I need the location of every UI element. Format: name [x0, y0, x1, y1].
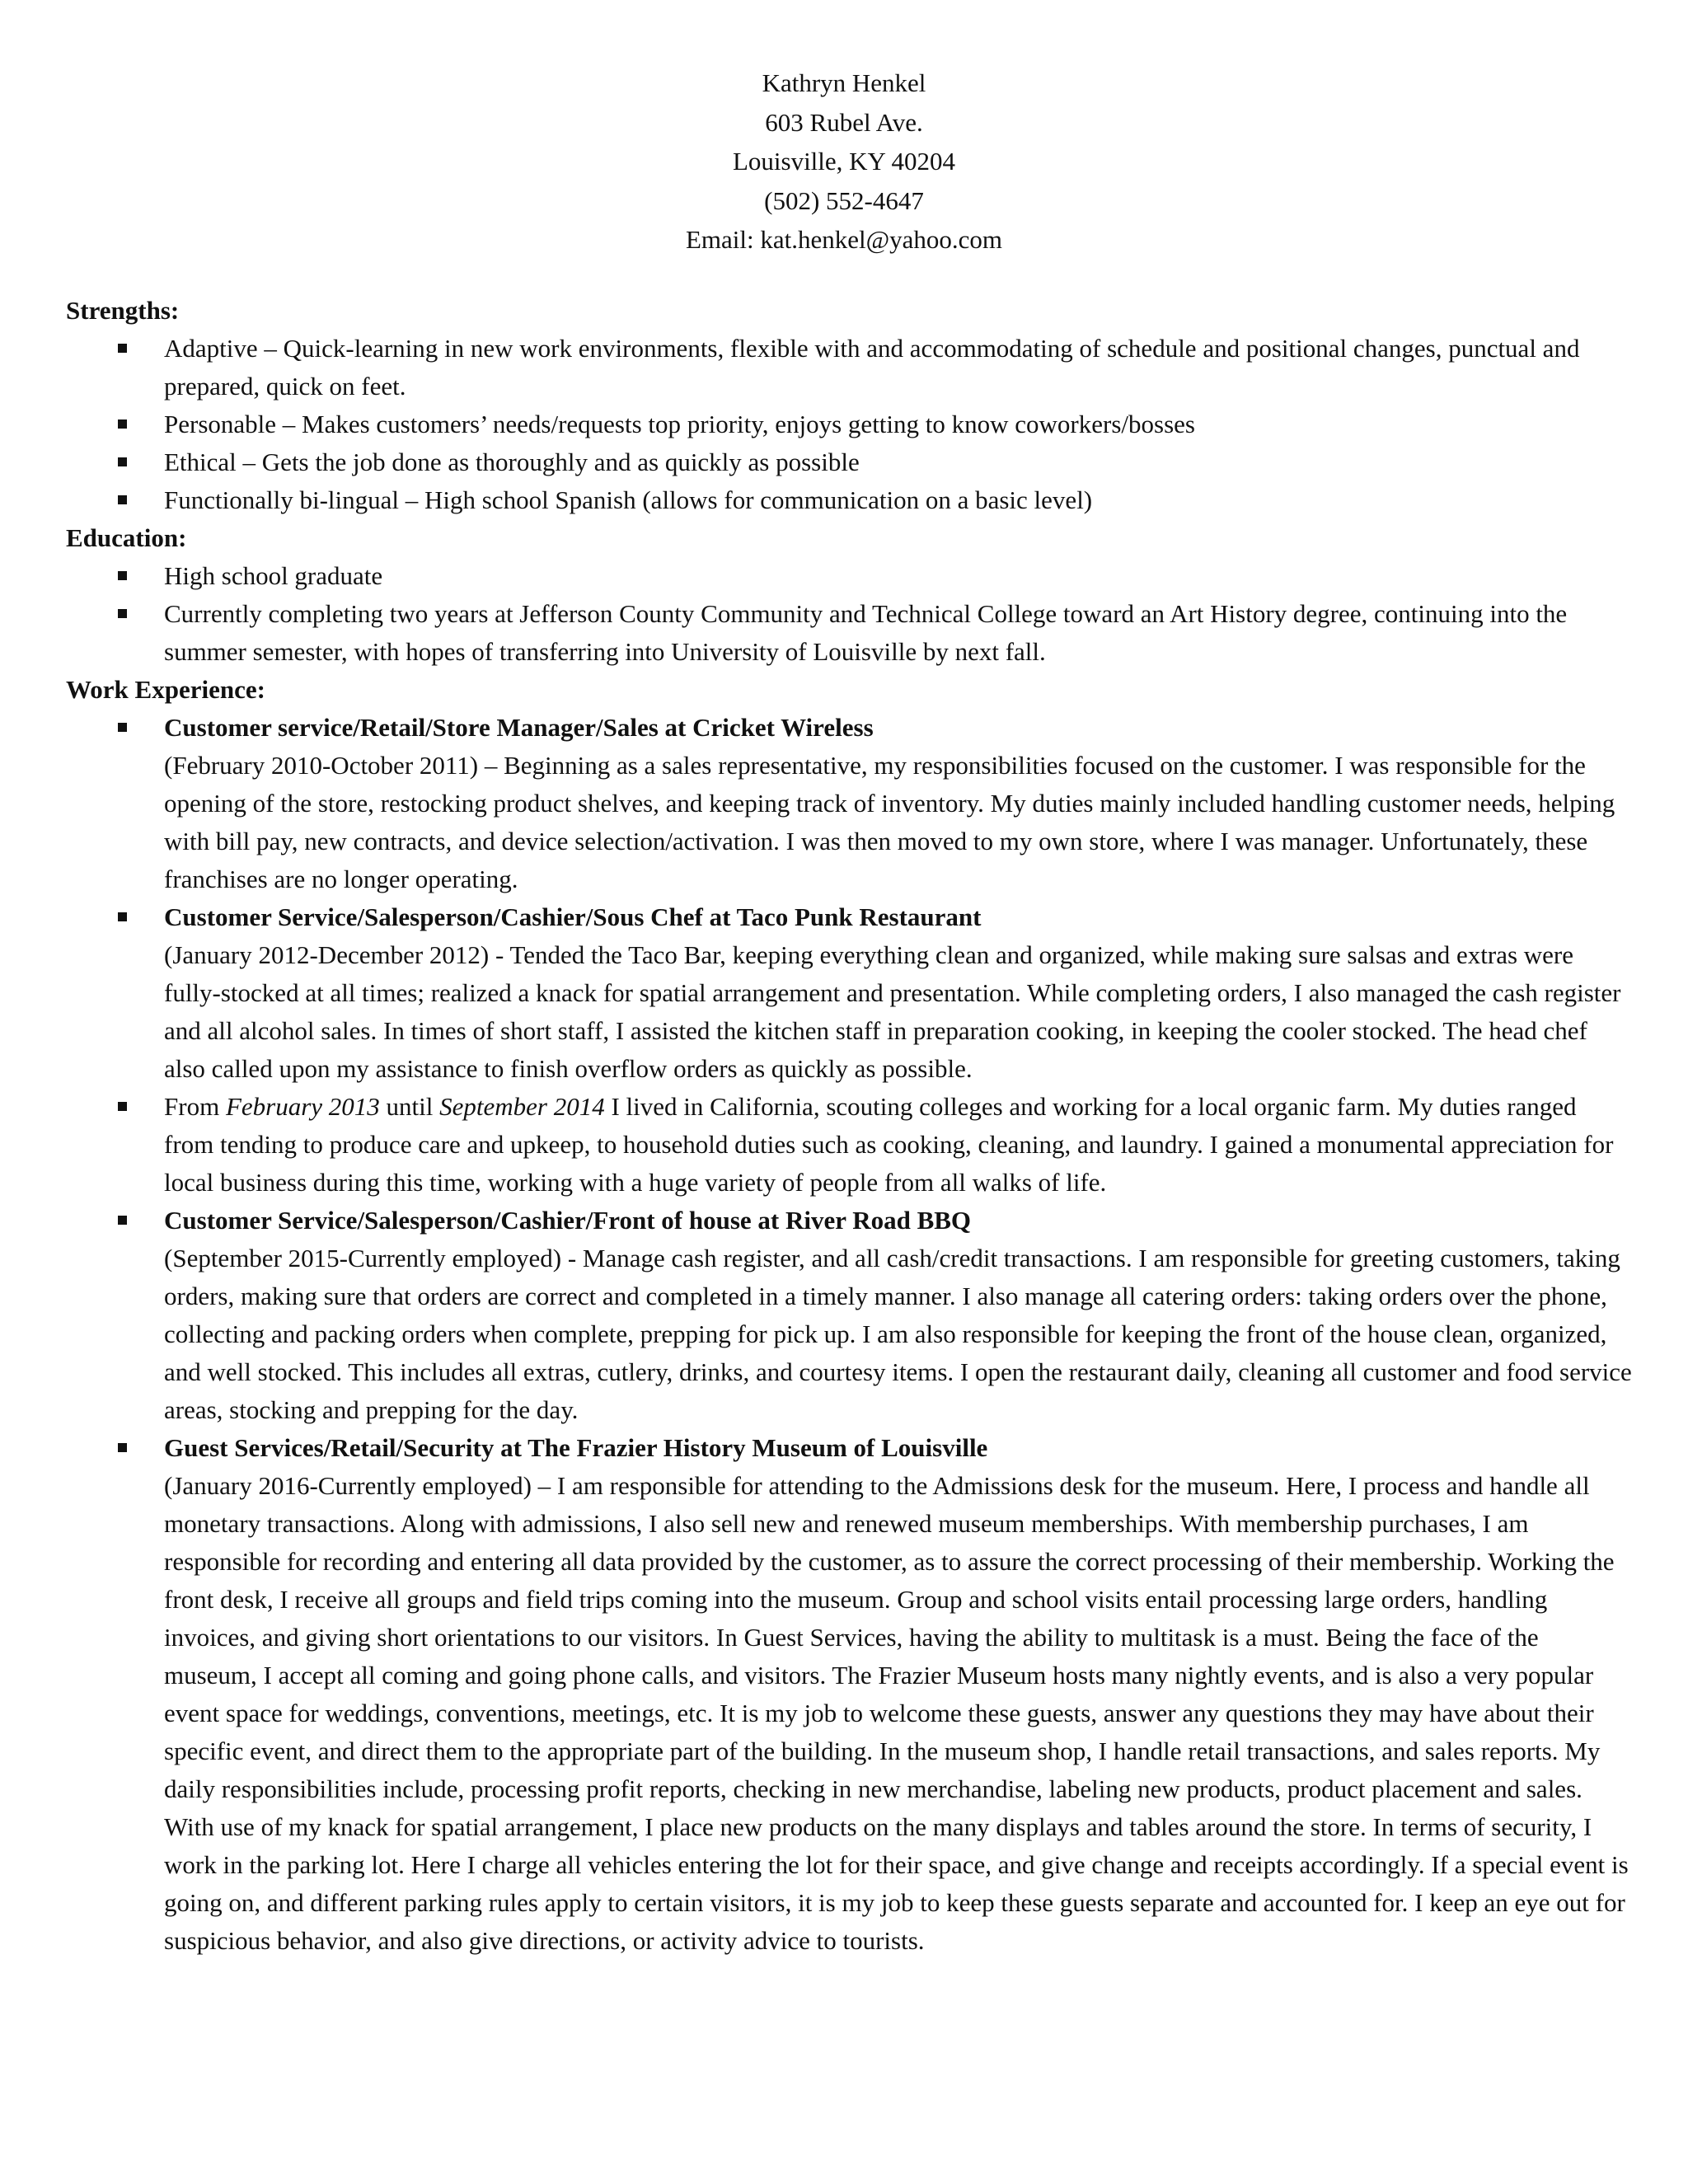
- job-title: Customer Service/Salesperson/Cashier/Sous Chef at Taco Punk Restaurant: [164, 902, 982, 931]
- work-experience-heading: Work Experience:: [66, 675, 265, 704]
- job-title: Customer service/Retail/Store Manager/Sales at Cricket Wireless: [164, 713, 874, 742]
- education-list: [66, 557, 1632, 671]
- square-bullet-icon: [118, 571, 127, 580]
- job-entry: [66, 709, 1632, 898]
- job-entry: [66, 898, 1632, 1088]
- list-item: [66, 443, 1632, 481]
- strength-text: Ethical – Gets the job done as thoroughly and as quickly as possible: [164, 448, 860, 476]
- job-description: (September 2015-Currently employed) - Manage cash register, and all cash/credit transactions. I am responsible for greeting customers, taking orders, making sure that orders are correct and completed in a timely manner. I also manage all catering orders: taking orders over the phone, collecting and packing orders when complete, prepping for pick up. I am also responsible for keeping the front of the house clean, organized, and well stocked. This includes all extras, cutlery, drinks, and courtesy items. I open the restaurant daily, cleaning all customer and food service areas, stocking and prepping for the day.: [164, 1244, 1632, 1424]
- job-title: Guest Services/Retail/Security at The Frazier History Museum of Louisville: [164, 1433, 988, 1462]
- period-end-date: September 2014: [439, 1092, 605, 1121]
- street-address: 603 Rubel Ave.: [765, 107, 923, 137]
- square-bullet-icon: [118, 495, 127, 504]
- email-address: Email: kat.henkel@yahoo.com: [685, 225, 1003, 254]
- strength-text: Functionally bi-lingual – High school Spanish (allows for communication on a basic level): [164, 485, 1093, 514]
- list-item: [66, 557, 1632, 595]
- education-text: High school graduate: [164, 561, 383, 590]
- square-bullet-icon: [118, 344, 127, 353]
- period-description: I lived in California, scouting colleges and working for a local organic farm. My duties ranged from tending to produce care and upkeep, to household duties such as cooking, cleaning, and laundry. I gained a monumental appreciation for local business during this time, working with a huge variety of people from all walks of life.: [164, 1092, 1614, 1197]
- strength-text: Personable – Makes customers’ needs/requests top priority, enjoys getting to know coworkers/bosses: [164, 410, 1195, 438]
- resume-body: [66, 292, 1632, 1960]
- square-bullet-icon: [118, 609, 127, 618]
- job-description: (January 2012-December 2012) - Tended the Taco Bar, keeping everything clean and organized, while making sure salsas and extras were fully-stocked at all times; realized a knack for spatial arrangement and presentation. While completing orders, I also managed the cash register and all alcohol sales. In times of short staff, I assisted the kitchen staff in preparation cooking, in keeping the cooler stocked. The head chef also called upon my assistance to finish overflow orders as quickly as possible.: [164, 940, 1621, 1083]
- square-bullet-icon: [118, 419, 127, 429]
- list-item: [66, 481, 1632, 519]
- list-item: [66, 405, 1632, 443]
- contact-header: [0, 63, 1688, 260]
- square-bullet-icon: [118, 457, 127, 466]
- list-item: [66, 330, 1632, 405]
- job-title: Customer Service/Salesperson/Cashier/Front of house at River Road BBQ: [164, 1206, 972, 1235]
- job-entry: [66, 1202, 1632, 1429]
- period-intro: From: [164, 1092, 220, 1121]
- square-bullet-icon: [118, 1216, 127, 1225]
- applicant-name: Kathryn Henkel: [762, 68, 926, 97]
- city-state-zip: Louisville, KY 40204: [732, 147, 956, 176]
- square-bullet-icon: [118, 912, 127, 921]
- square-bullet-icon: [118, 1102, 127, 1111]
- list-item: [66, 595, 1632, 671]
- job-description: (February 2010-October 2011) – Beginning as a sales representative, my responsibilities focused on the customer. I was responsible for the opening of the store, restocking product shelves, and keeping track of inventory. My duties mainly included handling customer needs, helping with bill pay, new contracts, and device selection/activation. I was then moved to my own store, where I was manager. Unfortunately, these franchises are no longer operating.: [164, 751, 1615, 893]
- strengths-list: [66, 330, 1632, 519]
- job-entry: [66, 1088, 1632, 1202]
- square-bullet-icon: [118, 1443, 127, 1452]
- period-connector: until: [386, 1092, 434, 1121]
- strengths-heading: Strengths:: [66, 296, 180, 325]
- work-experience-list: [66, 709, 1632, 1960]
- phone-number: (502) 552-4647: [764, 185, 924, 215]
- square-bullet-icon: [118, 723, 127, 732]
- job-entry: [66, 1429, 1632, 1960]
- education-text: Currently completing two years at Jefferson County Community and Technical College toward an Art History degree, continuing into the summer semester, with hopes of transferring into University of Louisville by next fall.: [164, 599, 1568, 666]
- job-description: (January 2016-Currently employed) – I am responsible for attending to the Admissions desk for the museum. Here, I process and handle all monetary transactions. Along with admissions, I also sell new and renewed museum memberships. With membership purchases, I am responsible for recording and entering all data provided by the customer, as to assure the correct processing of their membership. Working the front desk, I receive all groups and field trips coming into the museum. Group and school visits entail processing large orders, handling invoices, and giving short orientations to our visitors. In Guest Services, having the ability to multitask is a must. Being the face of the museum, I accept all coming and going phone calls, and visitors. The Frazier Museum hosts many nightly events, and is also a very popular event space for weddings, conventions, meetings, etc. It is my job to welcome these guests, answer any questions they may have about their specific event, and direct them to the appropriate part of the building. In the museum shop, I handle retail transactions, and sales reports. My daily responsibilities include, processing profit reports, checking in new merchandise, labeling new products, product placement and sales. With use of my knack for spatial arrangement, I place new products on the many displays and tables around the store. In terms of security, I work in the parking lot. Here I charge all vehicles entering the lot for their space, and give change and receipts accordingly. If a special event is going on, and different parking rules apply to certain visitors, it is my job to keep these guests separate and accounted for. I keep an eye out for suspicious behavior, and also give directions, or activity advice to tourists.: [164, 1471, 1629, 1955]
- strength-text: Adaptive – Quick-learning in new work environments, flexible with and accommodating of schedule and positional changes, punctual and prepared, quick on feet.: [164, 334, 1580, 401]
- education-heading: Education:: [66, 523, 187, 552]
- period-start-date: February 2013: [225, 1092, 380, 1121]
